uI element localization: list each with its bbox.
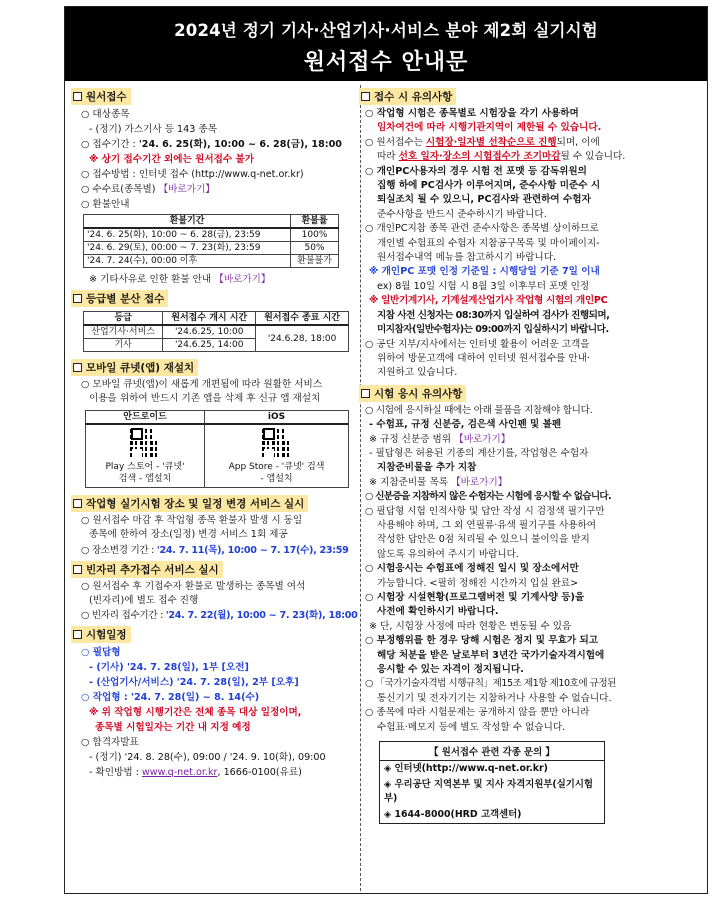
- id-required-note: ○ 신분증을 지참하지 않은 수험자는 시험에 응시할 수 없습니다.: [365, 491, 611, 503]
- right-column: [365, 85, 701, 824]
- change-desc-2: 종목에 한하여 장소(일정) 변경 서비스 1회 제공: [89, 529, 288, 541]
- id-range: ※ 규정 신분증 범위 【바로가기】: [369, 433, 511, 445]
- notice-p3-line: 퇴실조치 될 수 있으니, PC검사와 관련하여 수험자: [377, 194, 591, 206]
- exam-p10-line: 사전에 확인하시기 바랍니다.: [377, 606, 499, 618]
- pc-format-note: ※ 개인PC 포맷 인정 기준일 : 시행당일 기준 7일 이내: [369, 266, 600, 278]
- target-items: ○ 대상종목: [81, 109, 130, 120]
- vacancy-desc-2: (빈자리)에 별도 접수 진행: [89, 595, 199, 607]
- notice-p1-b: 임차여건에 따라 시행기관지역이 제한될 수 있습니다.: [377, 122, 602, 134]
- change-desc: ○ 원서접수 마감 후 작업형 종목 환불자 발생 시 동일: [81, 514, 303, 526]
- target-items-detail: - (정기) 가스기사 등 143 종목: [89, 124, 217, 135]
- checkbox-icon: [361, 389, 370, 398]
- exam-p9-line: 가능합니다. <필히 정해진 시간까지 입실 완료>: [377, 577, 579, 589]
- checkbox-icon: [73, 363, 82, 372]
- section-head-schedule: 시험일정: [71, 626, 131, 643]
- grade-table: 등급 원서접수 개시 시간 원서접수 종료 시간 산업기사·서비스 '24.6.25, 10:00 '24.6.28, 18:00 기사 '24.6.25, 14:00: [83, 311, 349, 352]
- title-line1: 2024년 정기 기사·산업기사·서비스 분야 제2회 실기시험: [174, 21, 598, 40]
- checkbox-icon: [73, 499, 82, 508]
- table-row: 산업기사·서비스 '24.6.25, 10:00 '24.6.28, 18:00: [84, 325, 349, 339]
- pc-precheck-line: 지참 사전 신청자는 08:30까지 입실하여 검사가 진행되며,: [377, 309, 610, 321]
- notice-p8-line: 지원하고 있습니다.: [377, 367, 458, 379]
- vacancy-desc: ○ 원서접수 후 기접수자 환불로 발생하는 종목별 여석: [81, 580, 306, 592]
- qnet-link[interactable]: www.q-net.or.kr: [141, 767, 218, 779]
- reception-period: ○ 접수기간 : '24. 6. 25(화), 10:00 ~ 6. 28(금), 18:00: [81, 139, 342, 150]
- vacancy-period: ○ 빈자리 접수기간 : '24. 7. 22(월), 10:00 ~ 7. 23(화), 18:00: [81, 610, 358, 622]
- contact-box: [379, 741, 605, 824]
- result-check: - 확인방법 : www.q-net.or.kr, 1666-0100(유료): [89, 767, 302, 779]
- checkbox-icon: [73, 92, 82, 101]
- written-exam-engineer: - (기사) '24. 7. 28(일), 1부 [오전]: [89, 662, 249, 674]
- notice-p8: ○ 공단 지부/지사에서는 인터넷 활용이 어려운 고객을: [365, 338, 590, 350]
- schedule-warning: ※ 위 작업형 시행기간은 전체 종목 대상 일정이며,: [89, 707, 302, 719]
- supplies-list: ※ 지참준비물 목록 【바로가기】: [369, 476, 508, 488]
- exam-p8-line: 작성한 답안은 0점 처리될 수 있으니 불이익을 받지: [377, 534, 590, 546]
- notice-p2-b: 따라 선호 일자·장소의 시험접수가 조기마감될 수 있습니다.: [377, 151, 626, 163]
- notice-p3-line: 집행 하에 PC검사가 이루어지며, 준수사항 미준수 시: [377, 180, 601, 192]
- left-column: [77, 85, 358, 780]
- notice-p1: ○ 작업형 시험은 종목별로 시험장을 각기 사용하며: [365, 108, 579, 119]
- fee-line: ○ 수수료(종목별) 【바로가기】: [81, 184, 215, 195]
- exam-items-list: - 수험표, 규정 신분증, 검은색 사인펜 및 볼펜: [369, 419, 562, 431]
- notice-p8-line: 위하여 방문고객에 대하여 인터넷 원서접수를 안내·: [377, 352, 590, 364]
- exam-p14: ○ 종목에 따라 시험문제는 공개하지 않을 뿐만 아니라: [365, 707, 590, 719]
- section-head-notice: 접수 시 유의사항: [359, 88, 456, 105]
- schedule-warning-2: 종목별 시험일자는 기간 내 지정 예정: [95, 722, 251, 734]
- fee-shortcut-link[interactable]: 【바로가기】: [158, 184, 215, 195]
- refund-table: [83, 214, 339, 268]
- exam-p8-line: 않도록 유의하여 주시기 바랍니다.: [377, 548, 519, 560]
- notice-p2: ○ 원서접수는 시험장·일자별 선착순으로 진행되며, 이에: [365, 136, 600, 148]
- reception-method: ○ 접수방법 : 인터넷 접수 (http://www.q-net.or.kr): [81, 169, 304, 180]
- refund-info: ○ 환불안내: [81, 199, 130, 210]
- notice-p3: ○ 개인PC사용자의 경우 시험 전 포맷 등 감독위원의: [365, 165, 587, 177]
- app-table: 안드로이드 iOS Play 스토어 - '큐넷' 검색 - 앱설치 App Store - '큐넷' 검색 - 앱설치: [85, 410, 349, 488]
- section-head-reception: 원서접수: [71, 88, 131, 105]
- exam-p13-line: 통신기기 및 전자기기는 지참하거나 사용할 수 없습니다.: [377, 692, 612, 704]
- pc-format-example: ex) 8월 10일 시험 시 8월 3일 이후부터 포맷 인정: [377, 280, 590, 292]
- practical-exam: ○ 작업형 : '24. 7. 28(일) ~ 8. 14(수): [81, 692, 260, 704]
- result-announce: ○ 합격자발표: [81, 737, 139, 749]
- notice-p4-line: 원서접수내역 메뉴를 참고하시기 바랍니다.: [377, 252, 557, 264]
- exam-p8: ○ 필답형 시험 인적사항 및 답안 작성 시 검정색 필기구만: [365, 505, 605, 517]
- title-banner: [65, 7, 707, 81]
- reception-warning: ※ 상기 접수기간 외에는 원서접수 불가: [89, 154, 255, 165]
- title-line2: 원서접수 안내문: [303, 50, 469, 75]
- mobile-desc-2: 이용을 위하여 반드시 기존 앱을 삭제 후 신규 앱 재설치: [89, 393, 321, 405]
- notice-page: [64, 6, 708, 894]
- table-row: '24. 7. 24(수), 00:00 이후 환불불가: [84, 255, 339, 268]
- exam-p12-line: 응시할 수 있는 자격이 정지됩니다.: [377, 664, 524, 676]
- refund-col-rate: 환불률: [291, 215, 339, 229]
- exam-p12: ○ 부정행위를 한 경우 당해 시험은 정지 및 무효가 되고: [365, 635, 599, 647]
- checkbox-icon: [73, 565, 82, 574]
- table-row: '24. 6. 29(토), 00:00 ~ 7. 23(화), 23:59 50%: [84, 242, 339, 255]
- exam-p12-line: 해당 처분을 받은 날로부터 3년간 국가기술자격시험에: [377, 649, 605, 661]
- exam-p9: ○ 시험응시는 수험표에 정해진 일시 및 장소에서만: [365, 563, 579, 575]
- notice-p3-line: 준수사항을 반드시 준수하시기 바랍니다.: [377, 208, 547, 220]
- exam-p10: ○ 시험장 시설현황(프로그램버전 및 기계사양 등)을: [365, 592, 585, 603]
- section-head-change: 작업형 실기시험 장소 및 일정 변경 서비스 실시: [71, 495, 308, 512]
- section-head-mobile: 모바일 큐넷(앱) 재설치: [71, 359, 198, 376]
- notice-p4-line: 개인별 수험표의 수험자 지참공구목록 및 마이페이지-: [377, 237, 600, 249]
- section-head-exam: 시험 응시 유의사항: [359, 385, 466, 402]
- refund-note: ※ 기타사유로 인한 환불 안내 【바로가기】: [89, 274, 271, 285]
- checkbox-icon: [73, 294, 82, 303]
- id-range-link[interactable]: 【바로가기】: [454, 433, 511, 445]
- checkbox-icon: [361, 92, 370, 101]
- contact-phone: ◈ 1644-8000(HRD 고객센터): [384, 809, 522, 821]
- table-row: 기사 '24.6.25, 14:00: [84, 339, 349, 352]
- pc-precheck-note: ※ 일반기계기사, 기계설계산업기사 작업형 시험의 개인PC: [369, 295, 608, 307]
- supplies-link[interactable]: 【바로가기】: [451, 476, 508, 488]
- calculator-note: - 필답형은 허용된 기종의 계산기를, 작업형은 수험자: [369, 447, 589, 459]
- exam-items: ○ 시험에 응시하실 때에는 아래 물품을 지참해야 합니다.: [365, 404, 593, 416]
- contact-internet: ◈ 인터넷(http://www.q-net.or.kr): [384, 763, 548, 775]
- written-exam-industrial: - (산업기사/서비스) '24. 7. 28(일), 2부 [오후]: [89, 677, 299, 689]
- result-dates: - (정기) '24. 8. 28(수), 09:00 / '24. 9. 10(화), 09:00: [89, 752, 326, 764]
- exam-p8-line: 사용해야 하며, 그 외 연필류·유색 필기구를 사용하여: [377, 519, 597, 531]
- table-row: '24. 6. 25(화), 10:00 ~ 6. 28(금), 23:59 100%: [84, 228, 339, 242]
- change-period: ○ 장소변경 기간 : '24. 7. 11(목), 10:00 ~ 7. 17(수), 23:59: [81, 544, 349, 556]
- written-exam: ○ 필답형: [81, 647, 121, 659]
- exam-p11: ※ 단, 시험장 사정에 따라 현황은 변동될 수 있음: [369, 620, 572, 632]
- exam-p14-line: 수험표·메모지 등에 별도 작성할 수 없습니다.: [377, 721, 566, 733]
- contact-head: 【 원서접수 관련 각종 문의 】: [380, 742, 604, 761]
- calculator-note-2: 지참준비물을 추가 지참: [377, 462, 477, 474]
- pc-precheck-line: 미지참자(일반수험자)는 09:00까지 입실하시기 바랍니다.: [377, 324, 609, 336]
- notice-p4: ○ 개인PC지참 종목 관련 준수사항은 종목별 상이하므로: [365, 223, 599, 235]
- mobile-desc: ○ 모바일 큐넷(앱)이 새롭게 개편됨에 따라 원활한 서비스: [81, 379, 323, 390]
- android-header: 안드로이드: [86, 410, 205, 424]
- exam-p13: ○ 「국가기술자격법 시행규칙」제15조 제1항 제10호에 규정된: [365, 678, 616, 690]
- section-head-grade: 등급별 분산 접수: [71, 290, 168, 307]
- refund-col-period: 환불기간: [84, 215, 291, 229]
- android-qr-icon[interactable]: [130, 427, 160, 457]
- column-divider: [360, 85, 361, 891]
- refund-shortcut-link[interactable]: 【바로가기】: [214, 274, 271, 285]
- ios-qr-icon[interactable]: [262, 427, 292, 457]
- contact-branch: ◈ 우리공단 지역본부 및 지사 자격지원부(실기시험부): [384, 779, 593, 805]
- section-head-vacancy: 빈자리 추가접수 서비스 실시: [71, 561, 223, 578]
- checkbox-icon: [73, 630, 82, 639]
- ios-header: iOS: [205, 410, 349, 424]
